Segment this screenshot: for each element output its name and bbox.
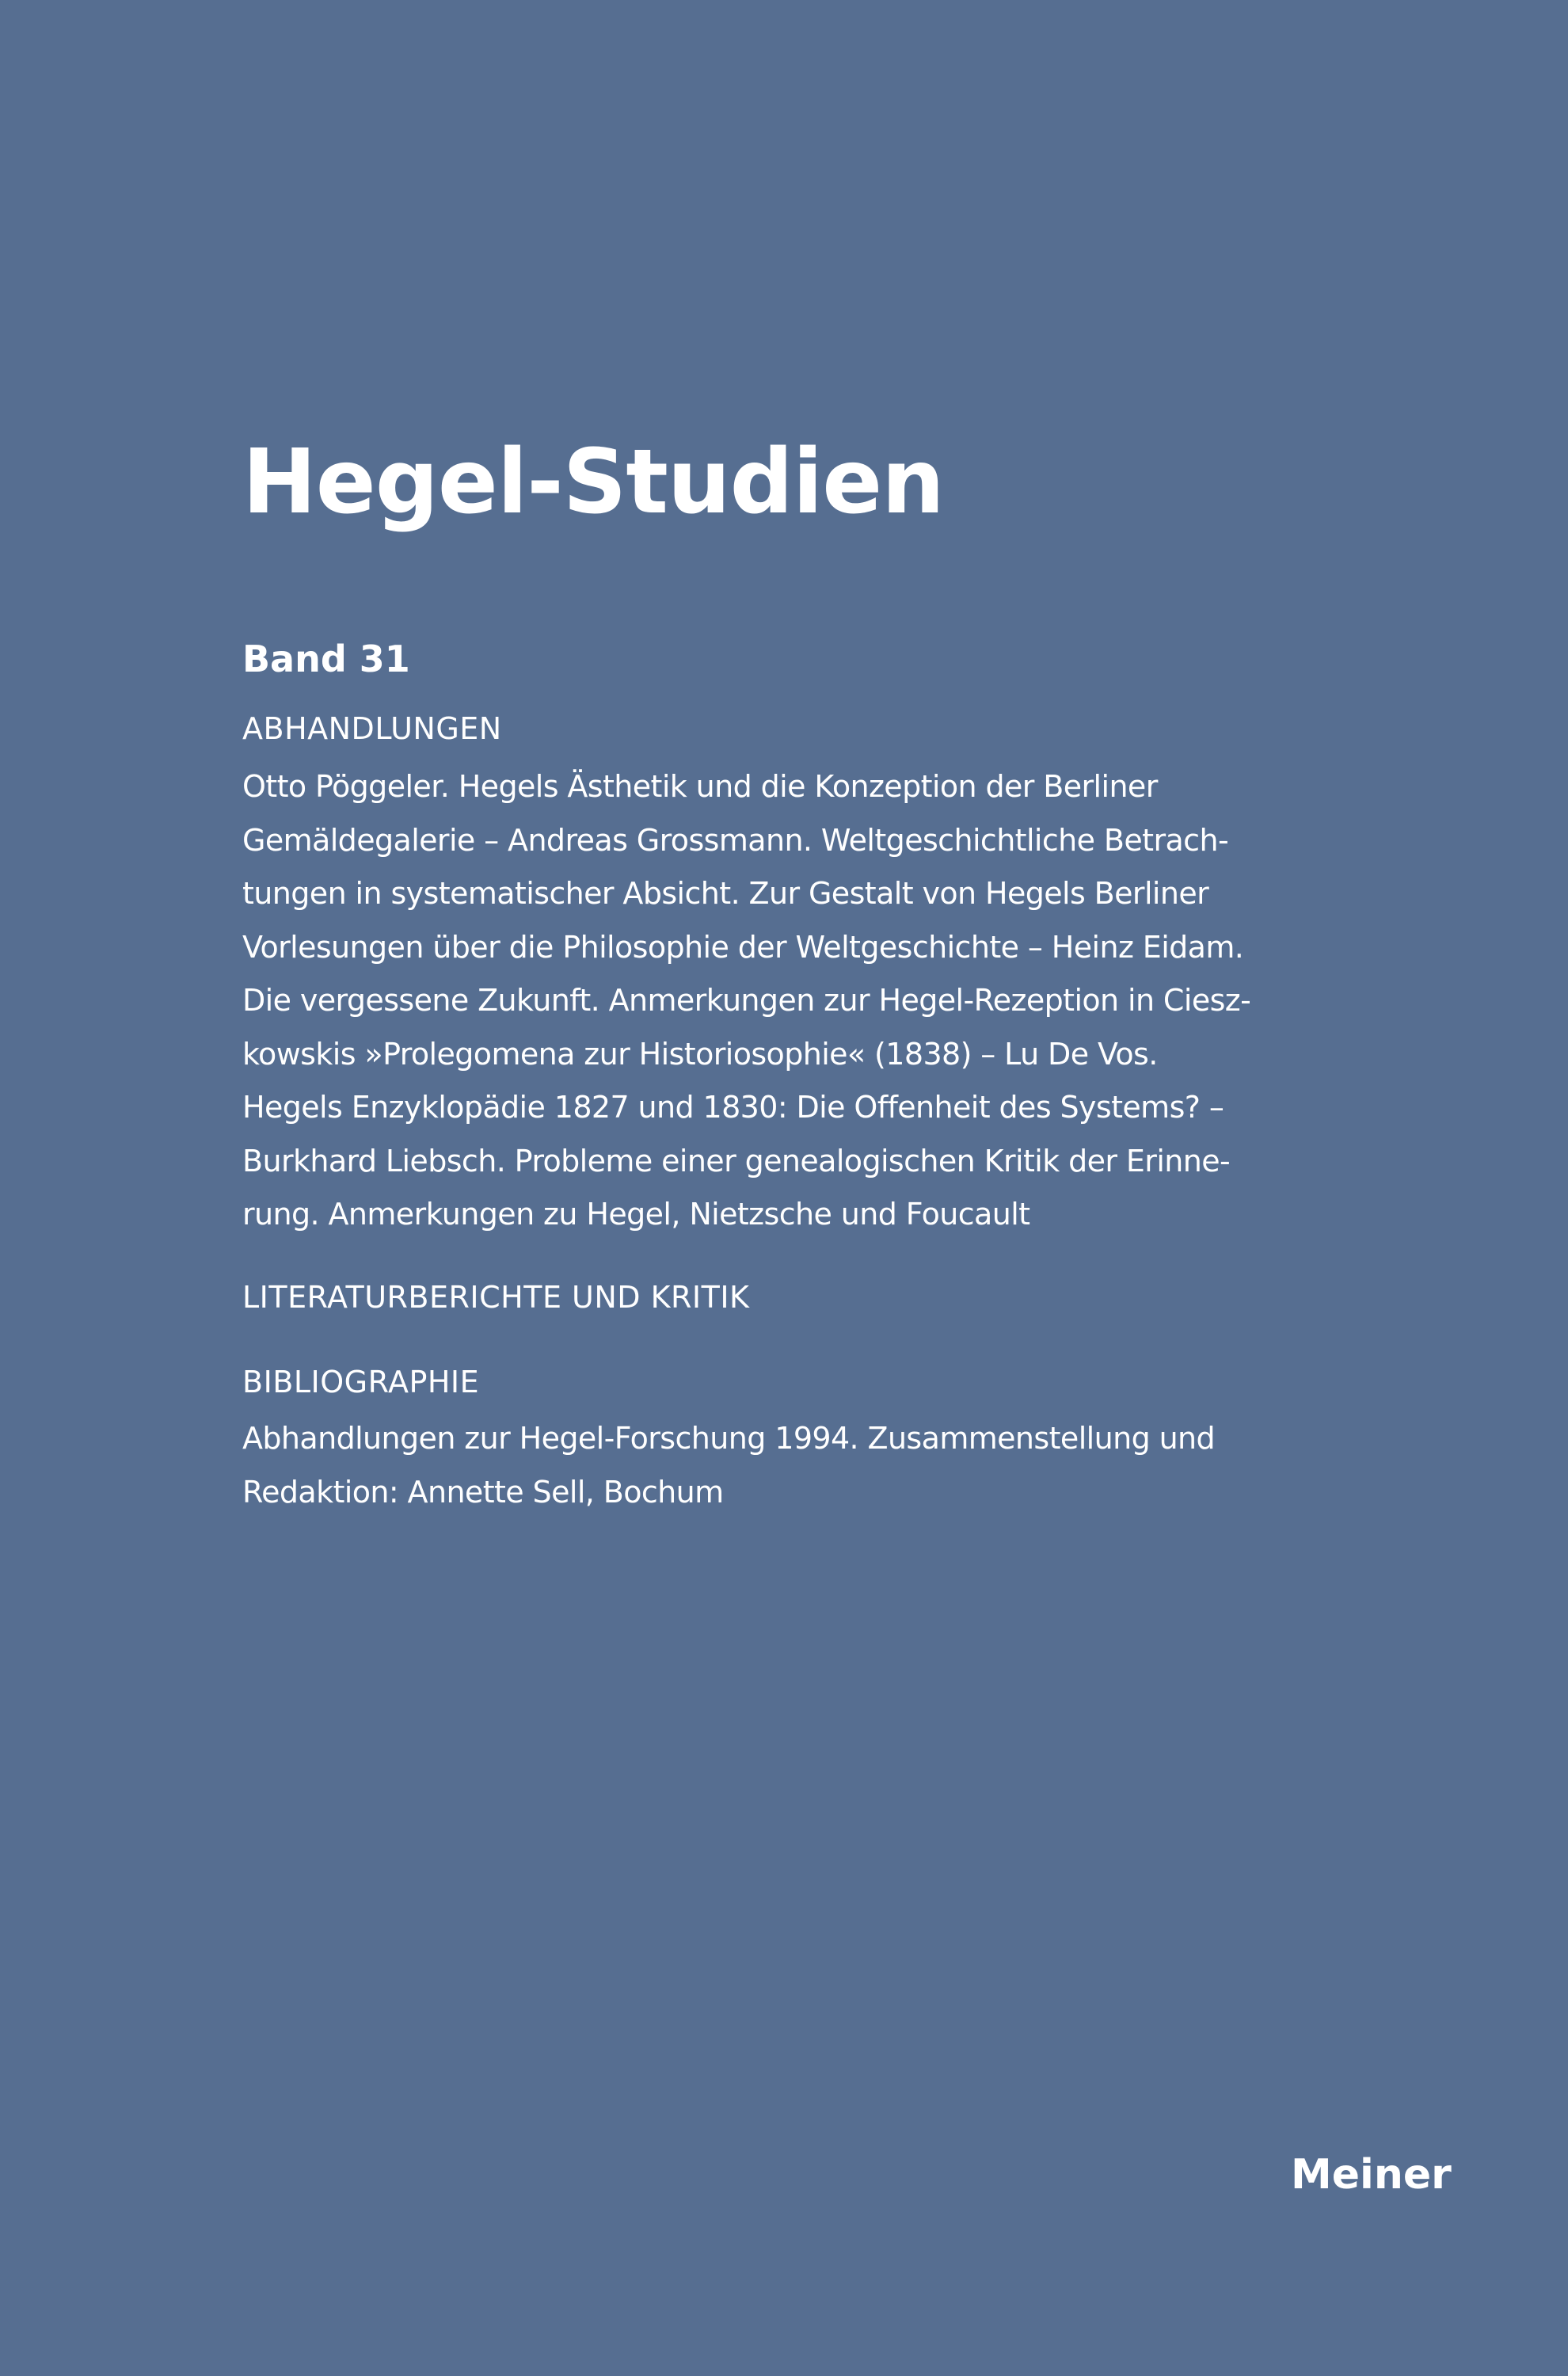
contents-line: Hegels Enzyklopädie 1827 und 1830: Die Offenheit des Systems? –: [242, 1090, 1224, 1125]
section-heading-bibliographie: BIBLIOGRAPHIE: [242, 1365, 480, 1399]
abhandlungen-contents: [242, 760, 1250, 1242]
volume-number: Band 31: [242, 638, 410, 680]
contents-line: Gemäldegalerie – Andreas Grossmann. Weltgeschichtliche Betrach-: [242, 822, 1229, 858]
contents-line: kowskis »Prolegomena zur Historiosophie« (1838) – Lu De Vos.: [242, 1036, 1158, 1072]
bibliographie-contents: [242, 1412, 1215, 1519]
book-title: Hegel-Studien: [242, 431, 944, 534]
contents-line: Die vergessene Zukunft. Anmerkungen zur Hegel-Rezeption in Ciesz-: [242, 983, 1251, 1018]
contents-line: rung. Anmerkungen zu Hegel, Nietzsche und Foucault: [242, 1197, 1030, 1232]
contents-line: Vorlesungen über die Philosophie der Weltgeschichte – Heinz Eidam.: [242, 929, 1244, 965]
contents-line: Redaktion: Annette Sell, Bochum: [242, 1474, 724, 1510]
contents-line: Abhandlungen zur Hegel-Forschung 1994. Zusammenstellung und: [242, 1421, 1216, 1456]
publisher-logo: Meiner: [1291, 2151, 1452, 2199]
contents-line: Burkhard Liebsch. Probleme einer genealogischen Kritik der Erinne-: [242, 1143, 1231, 1178]
contents-line: Otto Pöggeler. Hegels Ästhetik und die Konzeption der Berliner: [242, 769, 1158, 804]
contents-line: tungen in systematischer Absicht. Zur Gestalt von Hegels Berliner: [242, 876, 1209, 911]
section-heading-abhandlungen: ABHANDLUNGEN: [242, 711, 502, 746]
section-heading-literaturberichte: LITERATURBERICHTE UND KRITIK: [242, 1280, 750, 1315]
